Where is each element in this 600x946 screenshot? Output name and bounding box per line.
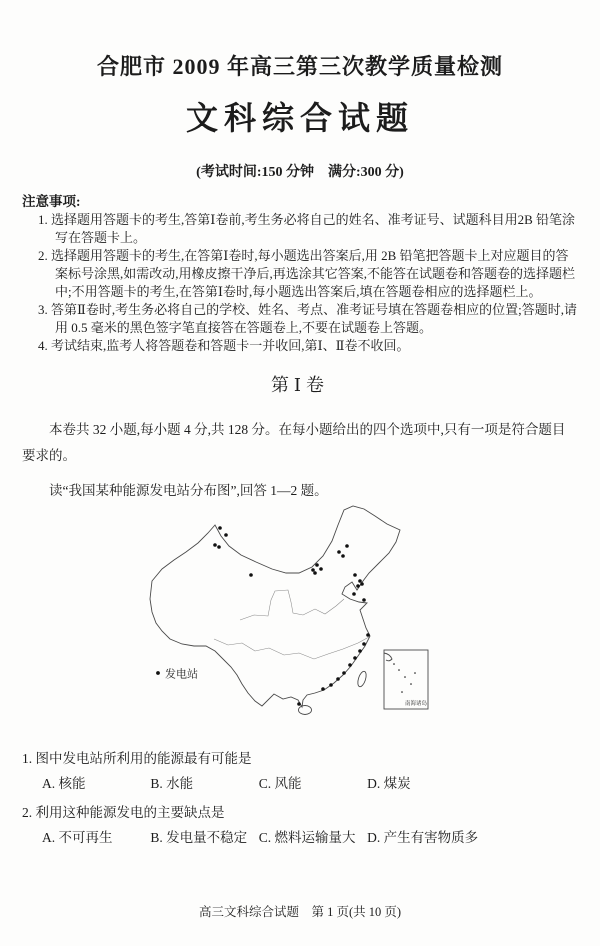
inset-label: 南海诸岛	[405, 701, 428, 707]
option-item: A. 核能	[42, 776, 86, 791]
power-station-dot	[249, 573, 253, 577]
power-station-dot	[297, 702, 301, 706]
option-item: B. 水能	[150, 776, 194, 791]
station-dots	[213, 526, 370, 706]
question-number: 1.	[22, 751, 33, 766]
power-station-dot	[342, 671, 346, 675]
notice-number: 2.	[38, 248, 48, 263]
question-text: 图中发电站所利用的能源最有可能是	[35, 751, 252, 766]
question-number: 2.	[22, 805, 33, 820]
yangtze-river	[214, 637, 369, 659]
inset-coast	[384, 653, 392, 661]
notice-text: 考试结束,监考人将答题卷和答题卡一并收回,第Ⅰ、Ⅱ卷不收回。	[51, 338, 410, 353]
power-station-dot	[224, 533, 228, 537]
legend-dot-icon	[156, 671, 160, 675]
notice-text: 答第Ⅱ卷时,考生务必将自己的学校、姓名、考点、准考证号填在答题卷相应的位置;答题时,请用 0.5 毫米的黑色签字笔直接答在答题卷上,不要在试题卷上答题。	[51, 302, 577, 335]
option-item: C. 燃料运输量大	[258, 830, 356, 845]
sea-inset	[384, 650, 428, 709]
power-station-dot	[360, 582, 364, 586]
power-station-dot	[213, 543, 217, 547]
power-station-dot	[366, 633, 370, 637]
option-item: C. 风能	[258, 776, 302, 791]
power-station-dot	[348, 663, 352, 667]
notice-number: 4.	[38, 338, 48, 353]
question-stem	[22, 749, 578, 769]
power-station-dot	[358, 649, 362, 653]
question-options	[42, 827, 578, 849]
notice-item	[22, 337, 578, 355]
exam-info: (考试时间:150 分钟 满分:300 分)	[196, 165, 404, 180]
option-item: D. 煤炭	[367, 776, 411, 791]
power-station-dot	[358, 579, 362, 583]
section-intro: 本卷共 32 小题,每小题 4 分,共 128 分。在每小题给出的四个选项中,只有一项是符合题目要求的。	[22, 422, 566, 463]
power-station-dot	[319, 567, 323, 571]
notice-number: 1.	[38, 212, 48, 227]
power-station-dot	[356, 584, 360, 588]
power-station-dot	[362, 642, 366, 646]
power-station-dot	[353, 573, 357, 577]
question-options	[42, 773, 578, 795]
power-station-dot	[353, 656, 357, 660]
power-station-dot	[321, 687, 325, 691]
section-heading: 第Ⅰ卷	[270, 375, 330, 395]
legend-label: 发电站	[165, 668, 198, 681]
power-station-dot	[315, 563, 319, 567]
questions-section	[22, 749, 578, 849]
subject-title: 文科综合试题	[185, 100, 414, 136]
notice-text: 选择题用答题卡的考生,答第Ⅰ卷前,考生务必将自己的姓名、准考证号、试题科目用2B 铅笔涂写在答题卡上。	[51, 212, 576, 245]
power-station-dot	[352, 592, 356, 596]
power-station-dot	[311, 568, 315, 572]
hainan-island	[299, 706, 312, 715]
page-title: 合肥市 2009 年高三第三次教学质量检测	[96, 54, 503, 79]
power-station-dot	[313, 571, 317, 575]
china-energy-map-figure	[122, 503, 462, 741]
option-item: B. 发电量不稳定	[150, 830, 248, 845]
notice-text: 选择题用答题卡的考生,在答第Ⅰ卷时,每小题选出答案后,用 2B 铅笔把答题卡上对应题目的答案标号涂黑,如需改动,用橡皮擦干净后,再选涂其它答案,不能答在试题卷和答题卷的选择题栏中;不用答题卡的考生,在答第Ⅰ卷时,每小题选出答案后,填在答题卷相应的选择题栏上。	[51, 248, 576, 299]
notice-item	[22, 211, 578, 247]
power-station-dot	[217, 545, 221, 549]
notice-number: 3.	[38, 302, 48, 317]
question-text: 利用这种能源发电的主要缺点是	[35, 805, 225, 820]
option-item: A. 不可再生	[42, 830, 113, 845]
power-station-dot	[218, 526, 222, 530]
power-station-dot	[341, 554, 345, 558]
map-legend	[156, 667, 198, 681]
notice-section	[22, 193, 578, 355]
taiwan-island	[356, 670, 368, 687]
question-stem	[22, 803, 578, 823]
page-footer: 高三文科综合试题 第 1 页(共 10 页)	[198, 905, 402, 919]
reading-prompt: 读“我国某种能源发电站分布图”,回答 1—2 题。	[49, 483, 328, 498]
power-station-dot	[345, 544, 349, 548]
yellow-river	[240, 590, 344, 620]
power-station-dot	[337, 550, 341, 554]
notice-heading: 注意事项:	[22, 194, 81, 209]
power-station-dot	[336, 677, 340, 681]
power-station-dot	[329, 683, 333, 687]
notice-item	[22, 301, 578, 337]
notice-item	[22, 247, 578, 301]
power-station-dot	[362, 598, 366, 602]
option-item: D. 产生有害物质多	[367, 830, 479, 845]
